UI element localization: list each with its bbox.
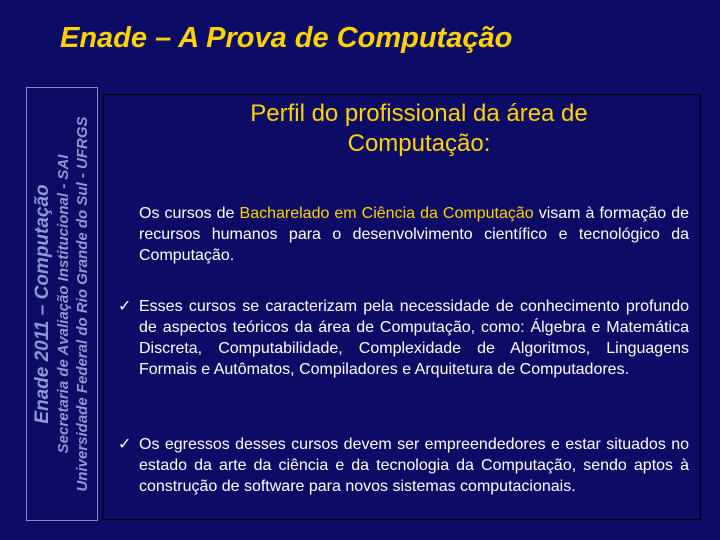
bullet-bacharelado	[139, 203, 689, 266]
bullet-characteristics	[118, 296, 689, 380]
bullet-graduates	[118, 434, 689, 497]
bullet-text: Esses cursos se caracterizam pela necessidade de conhecimento profundo de aspectos teóricos da área de Computação, como: Álgebra e Matemática Discreta, Computabilidade, Complexidade de Algoritmos, Linguagens Formais e Autômatos, Compiladores e Arquitetura de Computadores.	[139, 298, 689, 378]
bullet-text-prefix: Os cursos de	[139, 205, 240, 222]
content-panel	[103, 94, 701, 520]
sidebar-line-secretariat: Secretaria de Avaliação Institucional - SAI	[55, 154, 72, 454]
checkmark-icon: ✓	[118, 436, 132, 453]
sidebar-text	[32, 94, 92, 514]
sidebar-line-university: Universidade Federal do Rio Grande do Sul - UFRGS	[74, 116, 91, 492]
bullet-highlight-course: Bacharelado em Ciência da Computação	[239, 205, 534, 222]
bullet-text-suffix: visam à formação de recursos humanos para o desenvolvimento científico e tecnológico da Computação.	[139, 205, 690, 264]
sidebar-panel	[26, 87, 98, 521]
content-subtitle: Perfil do profissional da área de Computação:	[250, 100, 588, 157]
sidebar-line-exam: Enade 2011 – Computação	[32, 184, 53, 424]
checkmark-icon: ✓	[118, 298, 132, 315]
slide-title: Enade – A Prova de Computação	[60, 22, 513, 54]
bullet-text: Os egressos desses cursos devem ser empreendedores e estar situados no estado da arte da ciência e da tecnologia da Computação, sendo aptos à construção de software para novos sistemas computacionais.	[139, 436, 689, 495]
